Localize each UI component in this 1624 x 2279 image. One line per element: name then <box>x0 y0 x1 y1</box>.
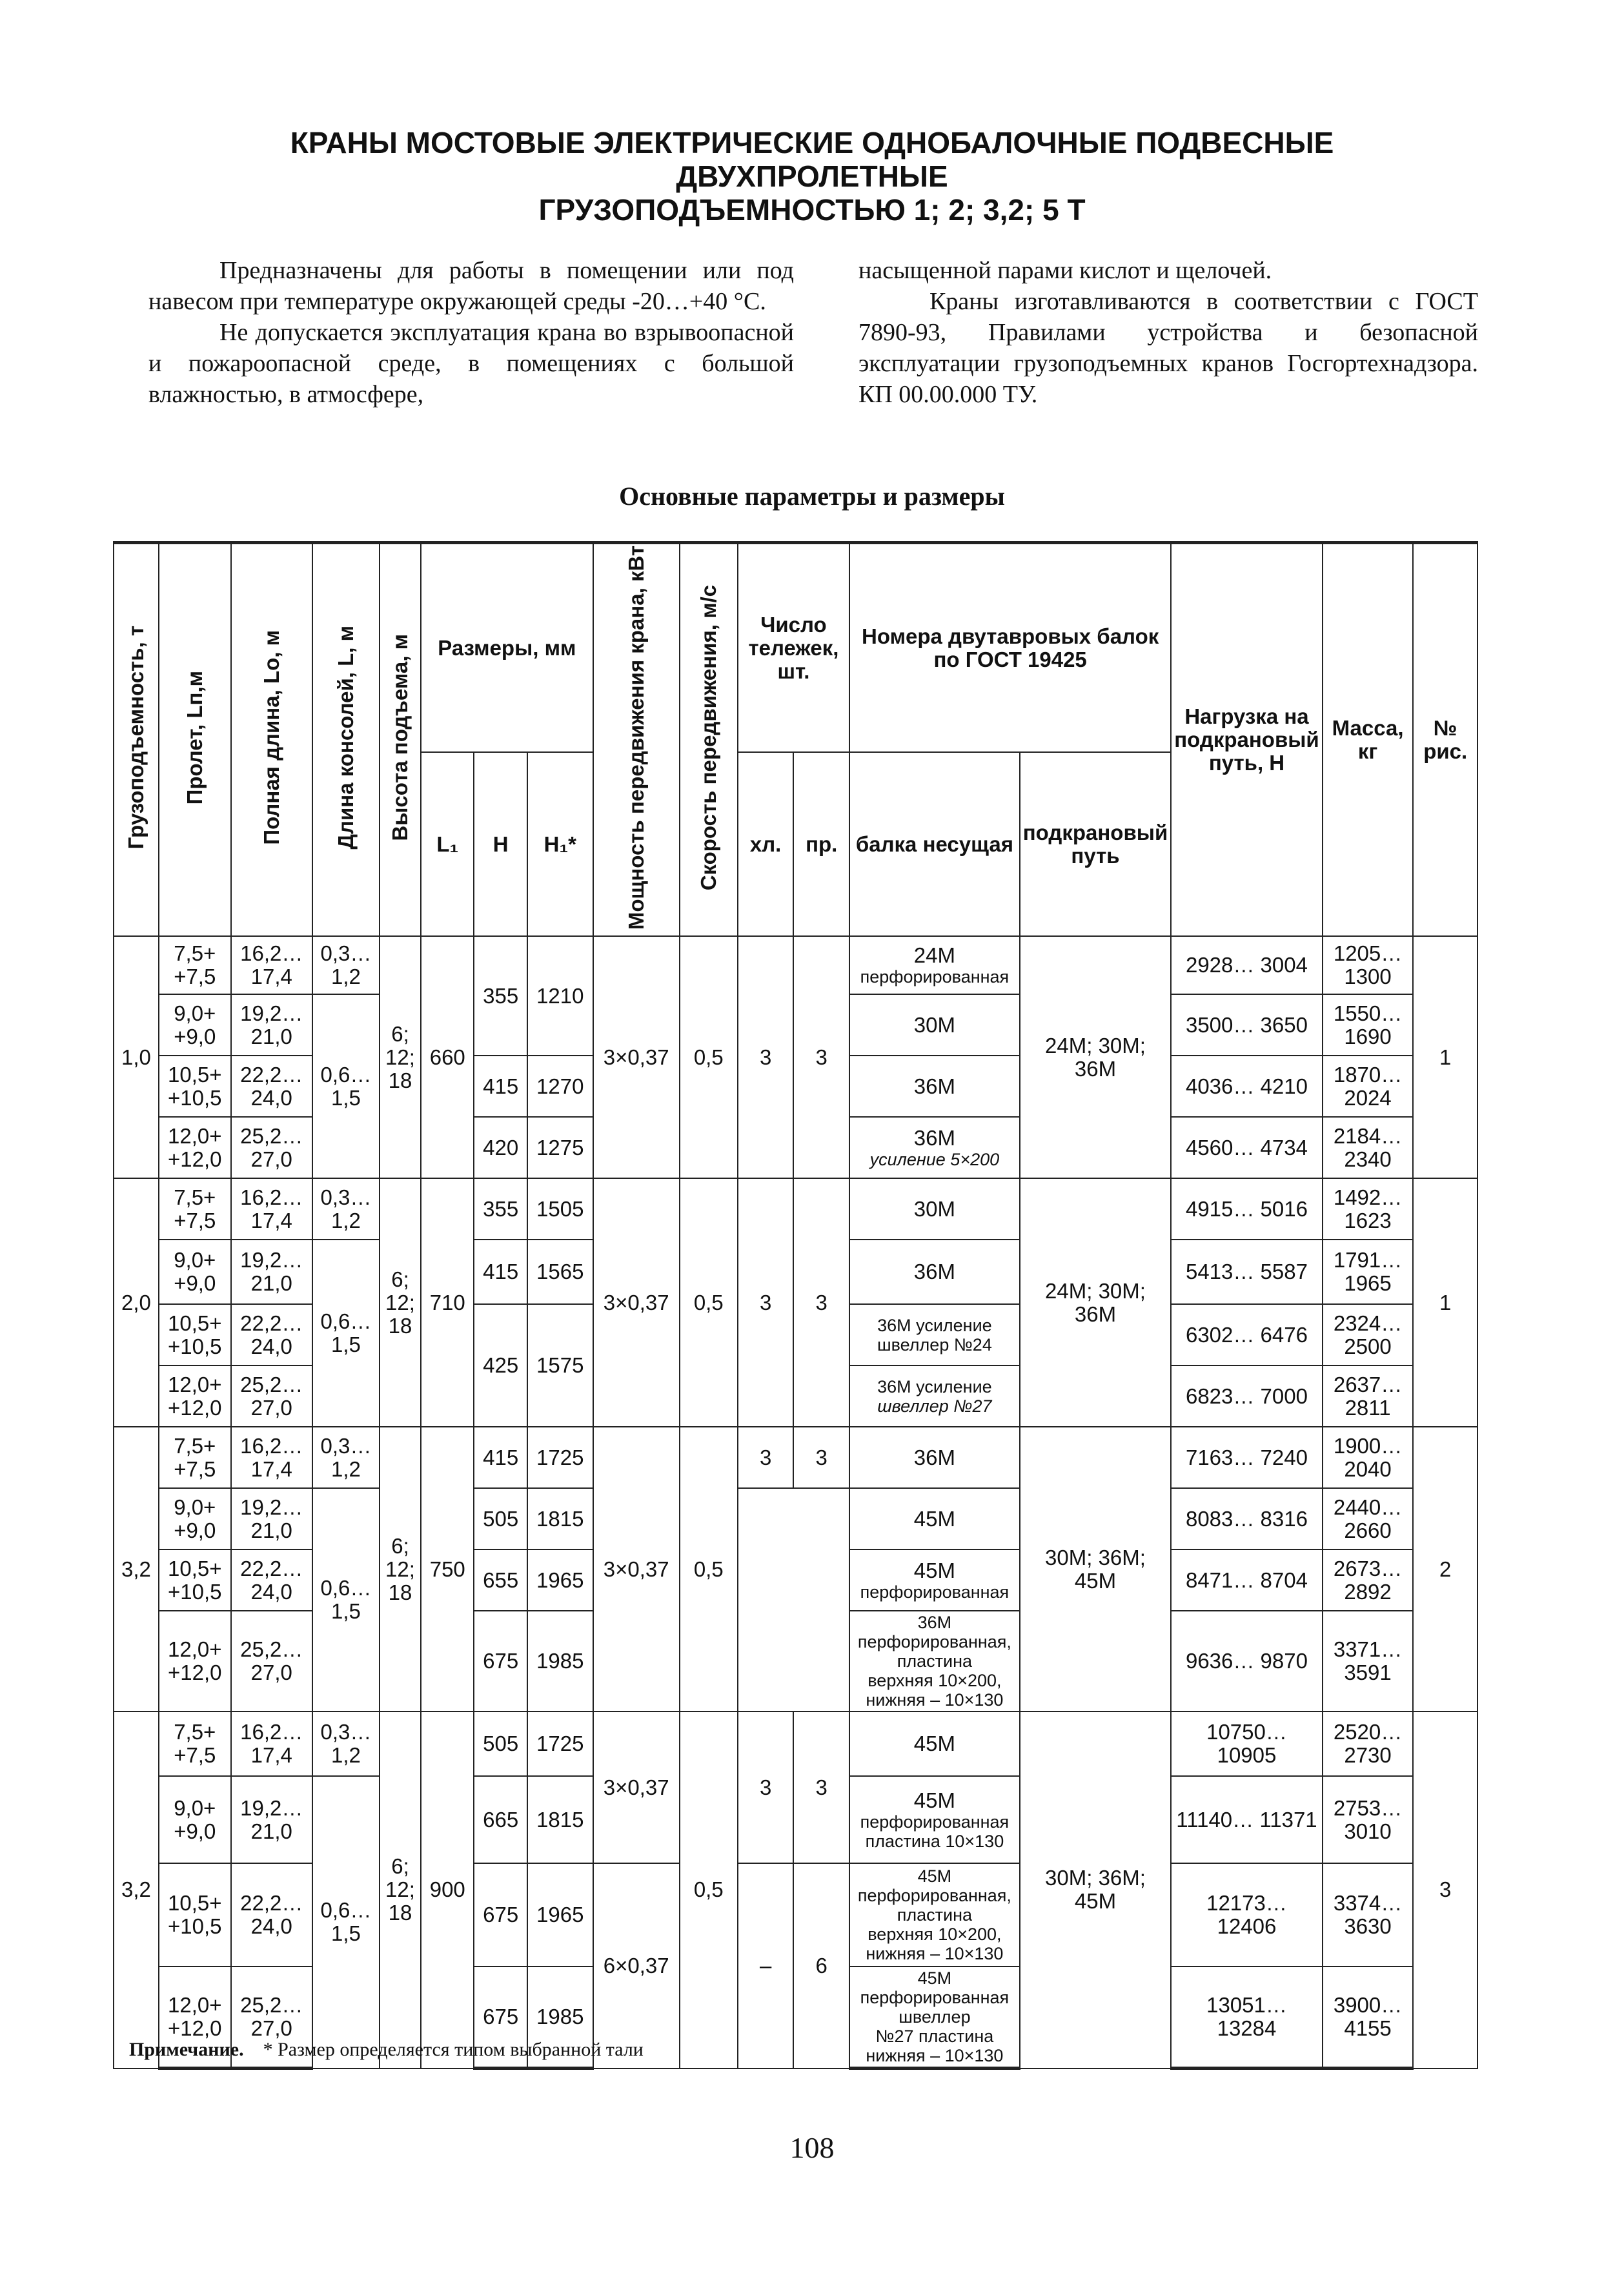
beam-cell: 45М <box>849 1712 1020 1776</box>
beam-cell <box>849 1117 1020 1178</box>
mass-cell: 2673… 2892 <box>1323 1549 1414 1611</box>
h1-cell: 1575 <box>527 1304 593 1427</box>
span-cell: 10,5+ +10,5 <box>159 1549 231 1611</box>
beam-cell <box>849 1304 1020 1365</box>
beam-label: 36М <box>913 1125 955 1150</box>
header-capacity: Грузоподъемность, т <box>123 626 148 850</box>
mass-cell: 1492… 1623 <box>1323 1178 1414 1240</box>
intro-left-column <box>148 255 794 410</box>
pr-cell: 3 <box>793 1712 849 1863</box>
h-cell: 415 <box>474 1240 527 1304</box>
fig-cell: 1 <box>1413 1178 1477 1427</box>
h1-cell: 1815 <box>527 1488 593 1549</box>
capacity-cell: 1,0 <box>114 936 159 1178</box>
beam-note: перфорированная пластина 10×130 <box>860 1812 1010 1851</box>
h1-cell: 1965 <box>527 1863 593 1967</box>
track-cell: 24М; 30М; 36М <box>1020 936 1171 1178</box>
pr-cell: 3 <box>793 1178 849 1427</box>
beam-label: 45М <box>913 1558 955 1582</box>
beam-note: №27 пластина нижняя – 10×130 <box>866 2027 1004 2066</box>
capacity-cell: 2,0 <box>114 1178 159 1427</box>
lift-cell: 6; 12; 18 <box>380 936 421 1178</box>
span-cell: 9,0+ +9,0 <box>159 1488 231 1549</box>
header-length: Полная длина, Lо, м <box>259 630 283 845</box>
length-cell: 25,2… 27,0 <box>231 1967 312 2069</box>
beam-cell <box>849 1365 1020 1427</box>
mass-cell: 1205… 1300 <box>1323 936 1414 994</box>
load-cell: 3500… 3650 <box>1171 994 1322 1056</box>
capacity-cell: 3,2 <box>114 1427 159 1712</box>
header-sizes: Размеры, мм <box>421 543 593 753</box>
length-cell: 25,2… 27,0 <box>231 1611 312 1712</box>
trolleys-empty-cell <box>738 1488 849 1712</box>
load-cell: 13051… 13284 <box>1171 1967 1322 2069</box>
mass-cell: 2184… 2340 <box>1323 1117 1414 1178</box>
beam-cell: 36М <box>849 1240 1020 1304</box>
console-cell: 0,6… 1,5 <box>312 1488 380 1712</box>
length-cell: 25,2… 27,0 <box>231 1365 312 1427</box>
intro-paragraph-1: Предназначены для работы в помещении или под навесом при температуре окружающей среды -20…+40 °С. <box>148 257 794 315</box>
mass-cell: 1791… 1965 <box>1323 1240 1414 1304</box>
console-cell: 0,3… 1,2 <box>312 936 380 994</box>
console-cell: 0,3… 1,2 <box>312 1712 380 1776</box>
beam-cell <box>849 1967 1020 2069</box>
console-cell: 0,6… 1,5 <box>312 1240 380 1427</box>
fig-cell: 2 <box>1413 1427 1477 1712</box>
length-cell: 22,2… 24,0 <box>231 1863 312 1967</box>
h1-cell: 1725 <box>527 1712 593 1776</box>
load-cell: 4036… 4210 <box>1171 1056 1322 1117</box>
mass-cell: 2520… 2730 <box>1323 1712 1414 1776</box>
header-fig: № рис. <box>1413 543 1477 937</box>
span-cell: 12,0+ +12,0 <box>159 1365 231 1427</box>
h-cell: 505 <box>474 1712 527 1776</box>
l1-cell: 900 <box>421 1712 474 2069</box>
load-cell: 5413… 5587 <box>1171 1240 1322 1304</box>
load-cell: 11140… 11371 <box>1171 1776 1322 1863</box>
beam-note: перфорированная <box>860 1582 1010 1602</box>
span-cell: 7,5+ +7,5 <box>159 1178 231 1240</box>
intro-paragraph-3: насыщенной парами кислот и щелочей. <box>858 257 1272 284</box>
header-beam-track: подкрановый путь <box>1020 752 1171 936</box>
length-cell: 19,2… 21,0 <box>231 1240 312 1304</box>
h-cell: 675 <box>474 1863 527 1967</box>
table-caption: Основные параметры и размеры <box>619 482 1005 511</box>
beam-cell: 30М <box>849 1178 1020 1240</box>
header-xl: хл. <box>738 752 794 936</box>
load-cell: 2928… 3004 <box>1171 936 1322 994</box>
table-row <box>114 1488 1477 1549</box>
length-cell: 16,2… 17,4 <box>231 1712 312 1776</box>
beam-cell: 30М <box>849 994 1020 1056</box>
mass-cell: 2637… 2811 <box>1323 1365 1414 1427</box>
header-console: Длина консолей, L, м <box>333 626 358 850</box>
load-cell: 10750… 10905 <box>1171 1712 1322 1776</box>
header-h: Н <box>474 752 527 936</box>
l1-cell: 660 <box>421 936 474 1178</box>
h1-cell: 1270 <box>527 1056 593 1117</box>
h-cell: 505 <box>474 1488 527 1549</box>
header-row-1 <box>114 543 1477 753</box>
track-cell: 30М; 36М; 45М <box>1020 1427 1171 1712</box>
load-cell: 4915… 5016 <box>1171 1178 1322 1240</box>
header-h1: Н₁* <box>527 752 593 936</box>
beam-note: перфорированная <box>860 967 1010 987</box>
span-cell: 9,0+ +9,0 <box>159 1776 231 1863</box>
beam-note: верхняя 10×200, нижняя – 10×130 <box>866 1671 1004 1710</box>
console-cell: 0,6… 1,5 <box>312 994 380 1178</box>
h-cell: 665 <box>474 1776 527 1863</box>
beam-note: швеллер №24 <box>877 1334 992 1354</box>
speed-cell: 0,5 <box>680 936 738 1178</box>
power-cell: 3×0,37 <box>593 1427 680 1712</box>
length-cell: 22,2… 24,0 <box>231 1056 312 1117</box>
beam-cell <box>849 1863 1020 1967</box>
title-line-3: ГРУЗОПОДЪЕМНОСТЬЮ 1; 2; 3,2; 5 Т <box>538 193 1086 227</box>
load-cell: 6823… 7000 <box>1171 1365 1322 1427</box>
h-cell: 415 <box>474 1427 527 1488</box>
mass-cell: 3900… 4155 <box>1323 1967 1414 2069</box>
h1-cell: 1505 <box>527 1178 593 1240</box>
length-cell: 19,2… 21,0 <box>231 1488 312 1549</box>
mass-cell: 3371… 3591 <box>1323 1611 1414 1712</box>
length-cell: 22,2… 24,0 <box>231 1549 312 1611</box>
beam-cell <box>849 936 1020 994</box>
span-cell: 12,0+ +12,0 <box>159 1117 231 1178</box>
span-cell: 12,0+ +12,0 <box>159 1967 231 2069</box>
h-cell: 425 <box>474 1304 527 1427</box>
beam-label: 45М перфорированная швеллер <box>860 1968 1010 2027</box>
length-cell: 25,2… 27,0 <box>231 1117 312 1178</box>
intro-right-column <box>858 255 1478 410</box>
length-cell: 19,2… 21,0 <box>231 994 312 1056</box>
power-cell: 3×0,37 <box>593 1712 680 1863</box>
header-beam-main: балка несущая <box>849 752 1020 936</box>
table-row <box>114 1712 1477 1776</box>
length-cell: 16,2… 17,4 <box>231 1427 312 1488</box>
console-cell: 0,3… 1,2 <box>312 1427 380 1488</box>
beam-label: 45М <box>913 1788 955 1812</box>
pr-cell: 3 <box>793 1427 849 1488</box>
load-cell: 12173… 12406 <box>1171 1863 1322 1967</box>
intro-paragraph-4: Краны изготавливаются в соответствии с ГОСТ 7890-93, Правилами устройства и безопасной эксплуатации грузоподъемных кранов Госгортехнадзора. КП 00.00.000 ТУ. <box>858 288 1478 408</box>
h1-cell: 1210 <box>527 936 593 1056</box>
speed-cell: 0,5 <box>680 1427 738 1712</box>
h1-cell: 1985 <box>527 1611 593 1712</box>
parameters-table <box>113 541 1478 2070</box>
h1-cell: 1965 <box>527 1549 593 1611</box>
h1-cell: 1275 <box>527 1117 593 1178</box>
beam-cell <box>849 1611 1020 1712</box>
mass-cell: 3374… 3630 <box>1323 1863 1414 1967</box>
track-cell: 24М; 30М; 36М <box>1020 1178 1171 1427</box>
beam-cell: 36М <box>849 1056 1020 1117</box>
load-cell: 4560… 4734 <box>1171 1117 1322 1178</box>
intro-paragraph-2: Не допускается эксплуатация крана во взрывоопасной и пожароопасной среде, в помещениях с большой влажностью, в атмосфере, <box>148 319 794 408</box>
power-cell: 3×0,37 <box>593 1178 680 1427</box>
xl-cell: – <box>738 1863 794 2069</box>
xl-cell: 3 <box>738 1178 794 1427</box>
beam-label: 36М усиление <box>877 1376 992 1396</box>
beam-label: 36М перфорированная, пластина <box>857 1613 1011 1671</box>
beam-cell: 45М <box>849 1488 1020 1549</box>
h1-cell: 1565 <box>527 1240 593 1304</box>
header-span: Пролет, Lп,м <box>182 670 207 805</box>
h1-cell: 1725 <box>527 1427 593 1488</box>
h1-cell: 1985 <box>527 1967 593 2069</box>
lift-cell: 6; 12; 18 <box>380 1712 421 2069</box>
mass-cell: 2440… 2660 <box>1323 1488 1414 1549</box>
beam-label: 36М усиление <box>877 1315 992 1335</box>
xl-cell: 3 <box>738 936 794 1178</box>
page-title <box>0 126 1624 227</box>
mass-cell: 1550… 1690 <box>1323 994 1414 1056</box>
h-cell: 655 <box>474 1549 527 1611</box>
beam-label: 45М перфорированная, пластина <box>857 1866 1011 1925</box>
footnote-text: * Размер определяется типом выбранной тали <box>263 2039 644 2060</box>
beam-label: 24М <box>913 943 955 968</box>
speed-cell: 0,5 <box>680 1178 738 1427</box>
header-beams: Номера двутавровых балок по ГОСТ 19425 <box>849 543 1171 753</box>
track-cell: 30М; 36М; 45М <box>1020 1712 1171 2069</box>
header-lift: Высота подъема, м <box>387 634 412 841</box>
speed-cell: 0,5 <box>680 1712 738 2069</box>
h-cell: 420 <box>474 1117 527 1178</box>
length-cell: 19,2… 21,0 <box>231 1776 312 1863</box>
load-cell: 8471… 8704 <box>1171 1549 1322 1611</box>
mass-cell: 1900… 2040 <box>1323 1427 1414 1488</box>
header-speed: Скорость передвижения, м/с <box>696 584 720 891</box>
h-cell: 675 <box>474 1611 527 1712</box>
load-cell: 6302… 6476 <box>1171 1304 1322 1365</box>
h-cell: 415 <box>474 1056 527 1117</box>
header-trolleys: Число тележек, шт. <box>738 543 849 753</box>
table-row <box>114 1178 1477 1240</box>
page-number: 108 <box>789 2131 835 2164</box>
fig-cell: 1 <box>1413 936 1477 1178</box>
h1-cell: 1815 <box>527 1776 593 1863</box>
header-mass: Масса, кг <box>1323 543 1414 937</box>
span-cell: 9,0+ +9,0 <box>159 1240 231 1304</box>
header-load: Нагрузка на подкрановый путь, Н <box>1171 543 1322 937</box>
footnote <box>129 2039 644 2061</box>
console-cell: 0,3… 1,2 <box>312 1178 380 1240</box>
lift-cell: 6; 12; 18 <box>380 1427 421 1712</box>
title-line-2: ДВУХПРОЛЕТНЫЕ <box>676 159 948 193</box>
beam-note: швеллер №27 <box>877 1396 992 1416</box>
h-cell: 355 <box>474 1178 527 1240</box>
span-cell: 12,0+ +12,0 <box>159 1611 231 1712</box>
h-cell: 355 <box>474 936 527 1056</box>
power-cell: 3×0,37 <box>593 936 680 1178</box>
header-l1: L₁ <box>421 752 474 936</box>
mass-cell: 1870… 2024 <box>1323 1056 1414 1117</box>
console-cell: 0,6… 1,5 <box>312 1776 380 2069</box>
lift-cell: 6; 12; 18 <box>380 1178 421 1427</box>
span-cell: 10,5+ +10,5 <box>159 1056 231 1117</box>
span-cell: 7,5+ +7,5 <box>159 1712 231 1776</box>
pr-cell: 6 <box>793 1863 849 2069</box>
l1-cell: 750 <box>421 1427 474 1712</box>
length-cell: 22,2… 24,0 <box>231 1304 312 1365</box>
mass-cell: 2324… 2500 <box>1323 1304 1414 1365</box>
load-cell: 7163… 7240 <box>1171 1427 1322 1488</box>
xl-cell: 3 <box>738 1712 794 1863</box>
beam-note: верхняя 10×200, нижняя – 10×130 <box>866 1925 1004 1964</box>
span-cell: 9,0+ +9,0 <box>159 994 231 1056</box>
table-row <box>114 936 1477 994</box>
span-cell: 10,5+ +10,5 <box>159 1863 231 1967</box>
footnote-label: Примечание. <box>129 2039 244 2060</box>
length-cell: 16,2… 17,4 <box>231 936 312 994</box>
load-cell: 9636… 9870 <box>1171 1611 1322 1712</box>
span-cell: 7,5+ +7,5 <box>159 936 231 994</box>
xl-cell: 3 <box>738 1427 794 1488</box>
pr-cell: 3 <box>793 936 849 1178</box>
h-cell: 675 <box>474 1967 527 2069</box>
title-line-1: КРАНЫ МОСТОВЫЕ ЭЛЕКТРИЧЕСКИЕ ОДНОБАЛОЧНЫЕ ПОДВЕСНЫЕ <box>290 126 1334 159</box>
table-row <box>114 1427 1477 1488</box>
fig-cell: 3 <box>1413 1712 1477 2069</box>
capacity-cell: 3,2 <box>114 1712 159 2069</box>
beam-cell <box>849 1549 1020 1611</box>
power-cell: 6×0,37 <box>593 1863 680 2069</box>
mass-cell: 2753… 3010 <box>1323 1776 1414 1863</box>
span-cell: 10,5+ +10,5 <box>159 1304 231 1365</box>
header-power: Мощность передвижения крана, кВт <box>624 546 648 930</box>
load-cell: 8083… 8316 <box>1171 1488 1322 1549</box>
span-cell: 7,5+ +7,5 <box>159 1427 231 1488</box>
l1-cell: 710 <box>421 1178 474 1427</box>
beam-note: усиление 5×200 <box>869 1149 1000 1169</box>
beam-cell: 36М <box>849 1427 1020 1488</box>
length-cell: 16,2… 17,4 <box>231 1178 312 1240</box>
beam-cell <box>849 1776 1020 1863</box>
header-pr: пр. <box>793 752 849 936</box>
